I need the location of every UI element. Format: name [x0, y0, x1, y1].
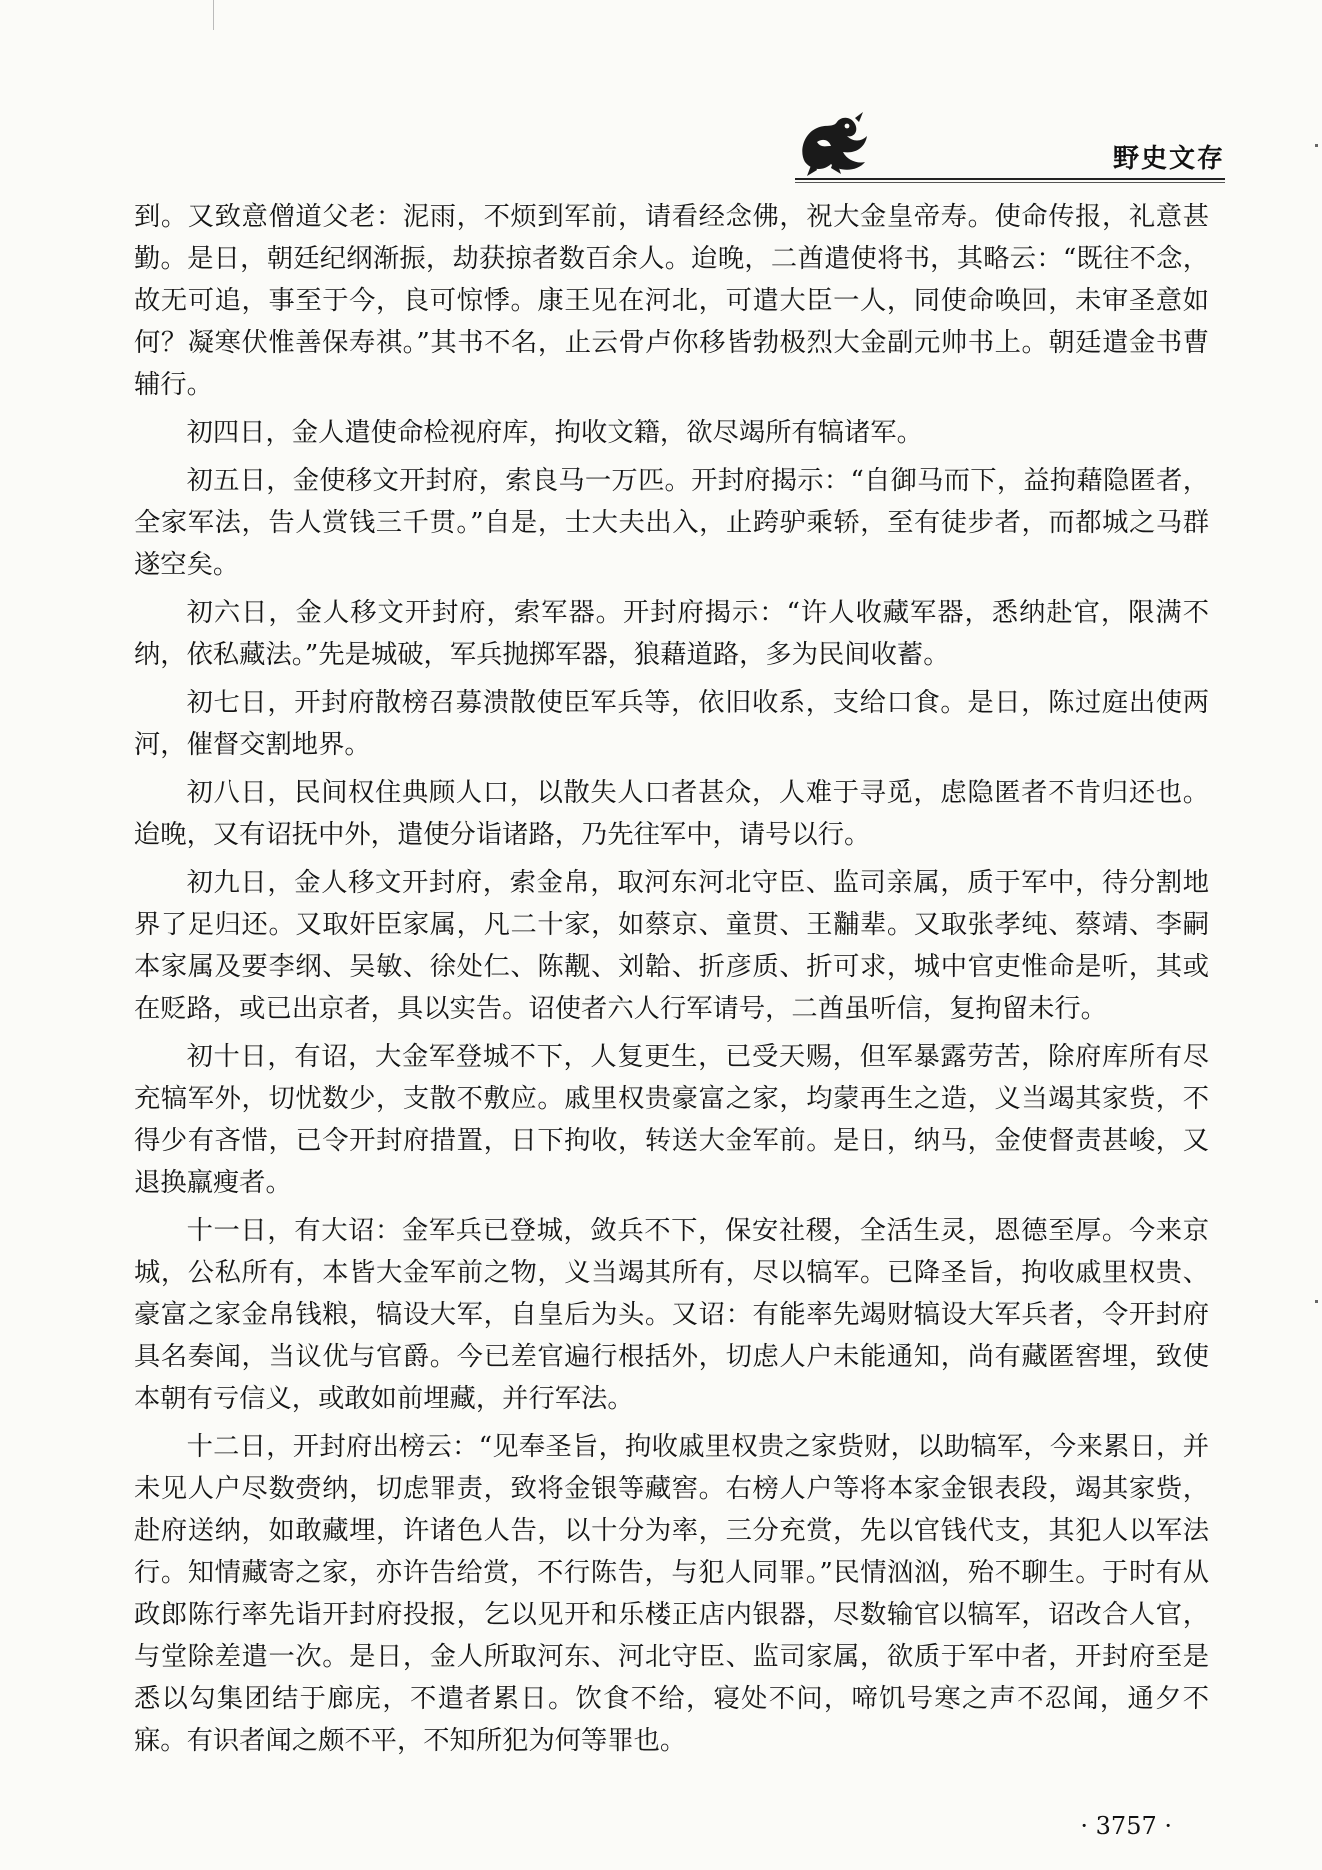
paragraph: 初九日，金人移文开封府，索金帛，取河东河北守臣、监司亲属，质于军中，待分割地界了足归还。又取奸臣家属，凡二十家，如蔡京、童贯、王黼辈。又取张孝纯、蔡靖、李嗣本家属及要李纲、吴敏、徐处仁、陈觏、刘韐、折彦质、折可求，城中官吏惟命是听，其或在贬路，或已出京者，具以实告。诏使者六人行军请号，二酋虽听信，复拘留未行。 — [134, 868, 1209, 1024]
header-rule — [795, 178, 1225, 180]
dragon-emblem-icon — [795, 112, 875, 178]
paragraph: 到。又致意僧道父老：泥雨，不烦到军前，请看经念佛，祝大金皇帝寿。使命传报，礼意甚勤。是日，朝廷纪纲渐振，劫获掠者数百余人。迨晚，二酋遣使将书，其略云：“既往不念，故无可追，事至于今，良可惊悸。康王见在河北，可遣大臣一人，同使命唤回，未审圣意如何？凝寒伏惟善保寿祺。”其书不名，止云骨卢你移皆勃极烈大金副元帅书上。朝廷遣金书曹辅行。 — [134, 202, 1209, 400]
scan-artifact-line — [213, 0, 214, 30]
page-number: · 3757 · — [1080, 1812, 1172, 1840]
paragraph: 十二日，开封府出榜云：“见奉圣旨，拘收戚里权贵之家赀财，以助犒军，今来累日，并未见人户尽数赍纳，切虑罪责，致将金银等藏窖。右榜人户等将本家金银表段，竭其家赀，赴府送纳，如敢藏埋，许诸色人告，以十分为率，三分充赏，先以官钱代支，其犯人以军法行。知情藏寄之家，亦许告给赏，不行陈告，与犯人同罪。”民情汹汹，殆不聊生。于时有从政郎陈行率先诣开封府投报，乞以见开和乐楼正店内银器，尽数输官以犒军，诏改合人官，与堂除差遣一次。是日，金人所取河东、河北守臣、监司家属，欲质于军中者，开封府至是悉以勾集团结于廊庑，不遣者累日。饮食不给，寝处不问，啼饥号寒之声不忍闻，通夕不寐。有识者闻之颇不平，不知所犯为何等罪也。 — [134, 1432, 1209, 1756]
paragraph: 初五日，金使移文开封府，索良马一万匹。开封府揭示：“自御马而下，益拘藉隐匿者，全家军法，告人赏钱三千贯。”自是，士大夫出入，止跨驴乘轿，至有徒步者，而都城之马群遂空矣。 — [134, 466, 1209, 580]
paragraph: 初八日，民间权住典顾人口，以散失人口者甚众，人难于寻觅，虑隐匿者不肯归还也。迨晚，又有诏抚中外，遣使分诣诸路，乃先往军中，请号以行。 — [134, 778, 1209, 850]
header-rule-thin — [795, 182, 1225, 183]
paragraph: 初七日，开封府散榜召募溃散使臣军兵等，依旧收系，支给口食。是日，陈过庭出使两河，催督交割地界。 — [134, 688, 1209, 760]
running-header — [795, 112, 1225, 180]
paragraph: 初十日，有诏，大金军登城不下，人复更生，已受天赐，但军暴露劳苦，除府库所有尽充犒军外，切忧数少，支散不敷应。戚里权贵豪富之家，均蒙再生之造，义当竭其家赀，不得少有吝惜，已令开封府措置，日下拘收，转送大金军前。是日，纳马，金使督责甚峻，又退换羸瘦者。 — [134, 1042, 1209, 1198]
series-title: 野史文存 — [1112, 144, 1225, 174]
paragraph: 初六日，金人移文开封府，索军器。开封府揭示：“许人收藏军器，悉纳赴官，限满不纳，依私藏法。”先是城破，军兵抛掷军器，狼藉道路，多为民间收蓄。 — [134, 598, 1209, 670]
edge-speck — [1315, 144, 1318, 147]
edge-speck — [1315, 1300, 1318, 1303]
paragraph: 十一日，有大诏：金军兵已登城，敛兵不下，保安社稷，全活生灵，恩德至厚。今来京城，公私所有，本皆大金军前之物，义当竭其所有，尽以犒军。已降圣旨，拘收戚里权贵、豪富之家金帛钱粮，犒设大军，自皇后为头。又诏：有能率先竭财犒设大军兵者，令开封府具名奏闻，当议优与官爵。今已差官遍行根括外，切虑人户未能通知，尚有藏匿窖埋，致使本朝有亏信义，或敢如前埋藏，并行军法。 — [134, 1216, 1209, 1414]
body-text — [134, 196, 1209, 1768]
paragraph: 初四日，金人遣使命检视府库，拘收文籍，欲尽竭所有犒诸军。 — [186, 418, 923, 448]
